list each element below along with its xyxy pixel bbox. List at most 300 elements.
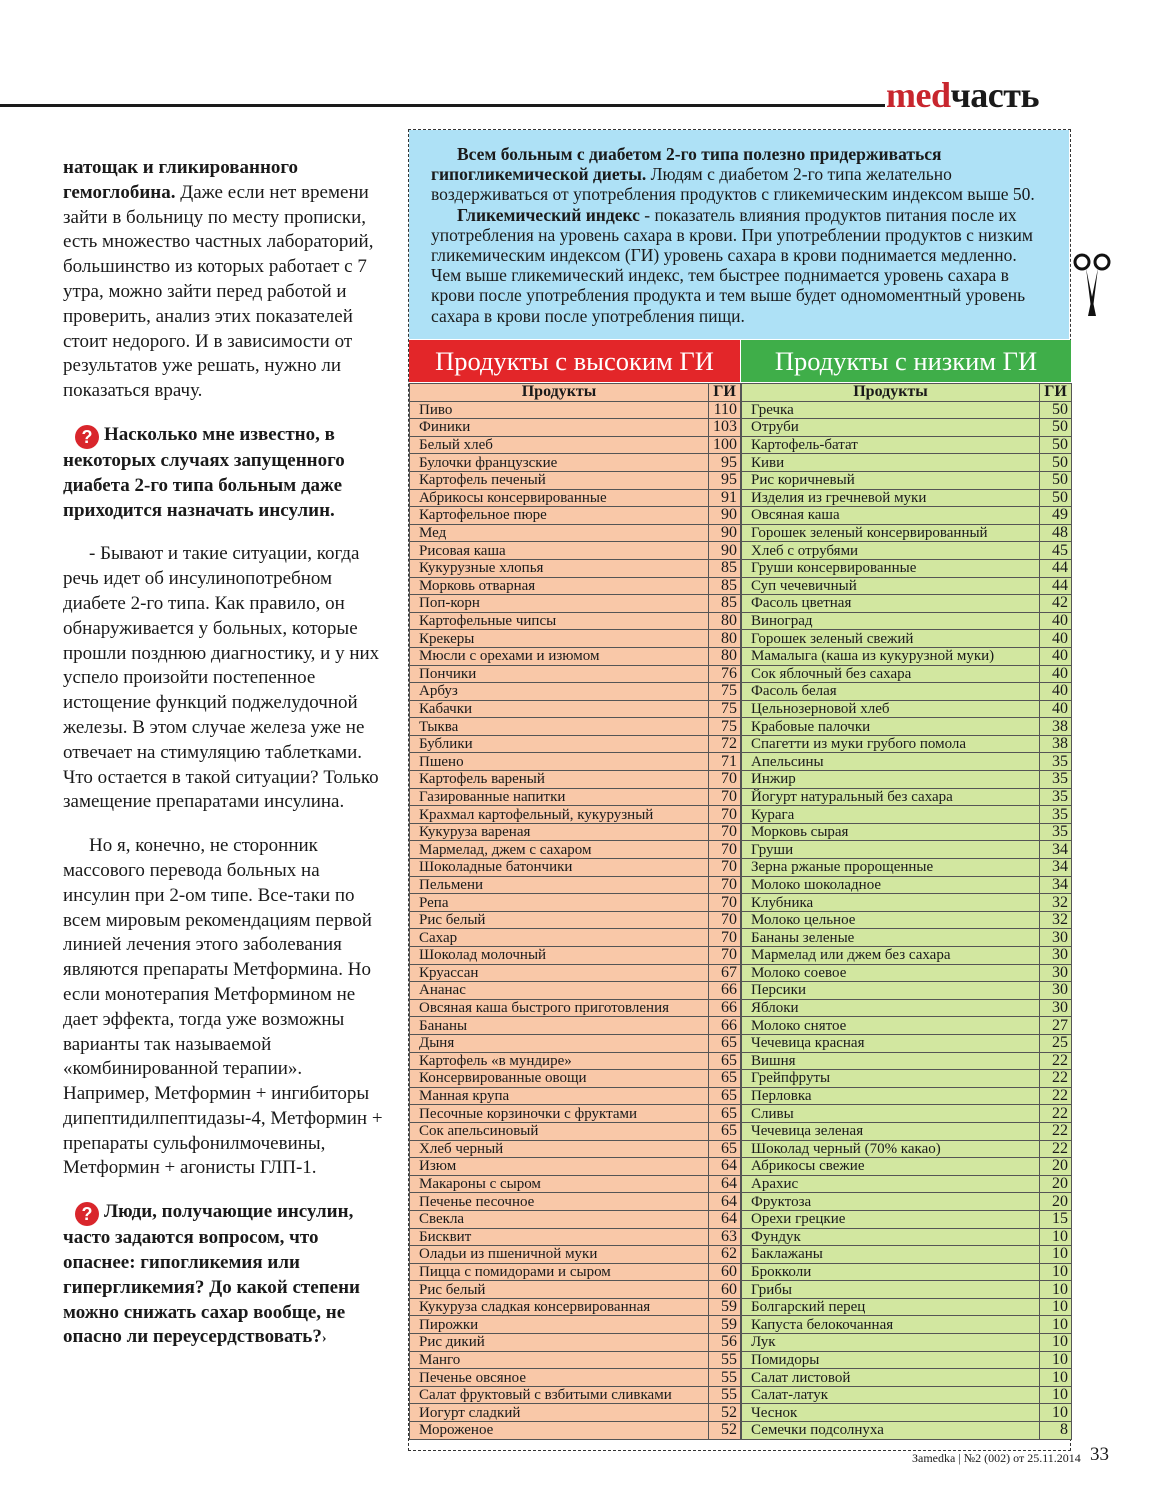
product-name: Картофель-батат	[742, 436, 1040, 454]
gi-value: 64	[709, 1210, 741, 1228]
table-row	[742, 718, 1072, 736]
product-name: Брокколи	[742, 1263, 1040, 1281]
gi-value: 10	[1040, 1246, 1072, 1264]
product-name: Морковь сырая	[742, 823, 1040, 841]
gi-value: 50	[1040, 471, 1072, 489]
gi-value: 66	[709, 982, 741, 1000]
product-name: Арахис	[742, 1175, 1040, 1193]
intro-bold-2: Гликемический индекс	[457, 204, 640, 225]
gi-value: 85	[709, 577, 741, 595]
table-row	[742, 1070, 1072, 1088]
table-row	[410, 1175, 741, 1193]
gi-value: 64	[709, 1175, 741, 1193]
gi-value: 70	[709, 876, 741, 894]
gi-value: 70	[709, 788, 741, 806]
table-row	[410, 559, 741, 577]
gi-value: 85	[709, 595, 741, 613]
table-row	[742, 436, 1072, 454]
gi-value: 85	[709, 559, 741, 577]
gi-value: 95	[709, 471, 741, 489]
product-name: Газированные напитки	[410, 788, 709, 806]
table-row	[742, 1228, 1072, 1246]
product-name: Абрикосы консервированные	[410, 489, 709, 507]
table-row	[410, 700, 741, 718]
table-row	[410, 507, 741, 525]
table-row	[742, 1404, 1072, 1422]
page-number: 33	[1090, 1444, 1109, 1465]
answer-paragraph-1: - Бывают и такие ситуации, когда речь идет об инсулинопотребном диабете 2-го типа. Как правило, он обнаруживается у больных, которые прошли позднюю диагностику, и у них успело произойти постепенное истощение функций поджелудочной железы. В этом случае железа уже не отвечает на стимуляцию таблетками. Что остается в такой ситуации? Только замещение препаратами инсулина.	[63, 543, 380, 813]
product-name: Овсяная каша быстрого приготовления	[410, 999, 709, 1017]
product-name: Персики	[742, 982, 1040, 1000]
gi-value: 65	[709, 1122, 741, 1140]
table-row	[410, 436, 741, 454]
product-name: Пельмени	[410, 876, 709, 894]
high-gi-rows	[410, 401, 741, 1439]
gi-value: 90	[709, 524, 741, 542]
gi-value: 35	[1040, 788, 1072, 806]
gi-value: 30	[1040, 999, 1072, 1017]
product-name: Фасоль цветная	[742, 595, 1040, 613]
table-row	[410, 401, 741, 419]
gi-value: 50	[1040, 454, 1072, 472]
product-name: Крекеры	[410, 630, 709, 648]
product-name: Тыква	[410, 718, 709, 736]
table-row	[410, 683, 741, 701]
table-row	[410, 1334, 741, 1352]
product-name: Изделия из гречневой муки	[742, 489, 1040, 507]
product-name: Фундук	[742, 1228, 1040, 1246]
product-name: Рис коричневый	[742, 471, 1040, 489]
table-row	[410, 1369, 741, 1387]
product-name: Кабачки	[410, 700, 709, 718]
product-name: Отруби	[742, 419, 1040, 437]
table-row	[410, 612, 741, 630]
gi-value: 20	[1040, 1158, 1072, 1176]
product-name: Бананы зеленые	[742, 929, 1040, 947]
table-row	[410, 964, 741, 982]
product-name: Сахар	[410, 929, 709, 947]
table-row	[410, 1193, 741, 1211]
product-name: Семечки подсолнуха	[742, 1422, 1040, 1440]
table-row	[742, 1017, 1072, 1035]
gi-value: 30	[1040, 947, 1072, 965]
gi-value: 44	[1040, 577, 1072, 595]
gi-value: 55	[709, 1369, 741, 1387]
table-row	[410, 1158, 741, 1176]
product-name: Клубника	[742, 894, 1040, 912]
product-name: Мармелад, джем с сахаром	[410, 841, 709, 859]
table-row	[742, 1351, 1072, 1369]
table-row	[410, 595, 741, 613]
table-row	[410, 1105, 741, 1123]
gi-value: 72	[709, 735, 741, 753]
product-name: Булочки французские	[410, 454, 709, 472]
gi-value: 75	[709, 718, 741, 736]
product-name: Помидоры	[742, 1351, 1040, 1369]
product-name: Горошек зеленый консервированный	[742, 524, 1040, 542]
gi-value: 70	[709, 823, 741, 841]
gi-value: 65	[709, 1070, 741, 1088]
table-row	[742, 1386, 1072, 1404]
gi-value: 10	[1040, 1334, 1072, 1352]
table-row	[742, 683, 1072, 701]
low-gi-table	[741, 383, 1072, 1440]
question-mark-icon: ?	[75, 1202, 99, 1226]
product-name: Пшено	[410, 753, 709, 771]
gi-value: 22	[1040, 1105, 1072, 1123]
product-name: Перловка	[742, 1087, 1040, 1105]
table-row	[410, 823, 741, 841]
product-name: Ананас	[410, 982, 709, 1000]
product-name: Сок апельсиновый	[410, 1122, 709, 1140]
product-name: Пицца с помидорами и сыром	[410, 1263, 709, 1281]
product-name: Абрикосы свежие	[742, 1158, 1040, 1176]
table-row	[410, 1070, 741, 1088]
product-name: Цельнозерновой хлеб	[742, 700, 1040, 718]
gi-value: 30	[1040, 964, 1072, 982]
product-name: Мюсли с орехами и изюмом	[410, 647, 709, 665]
gi-value: 10	[1040, 1228, 1072, 1246]
product-name: Молоко соевое	[742, 964, 1040, 982]
gi-value: 90	[709, 507, 741, 525]
table-row	[410, 753, 741, 771]
product-name: Грейпфруты	[742, 1070, 1040, 1088]
gi-value: 55	[709, 1351, 741, 1369]
gi-value: 70	[709, 947, 741, 965]
product-name: Манная крупа	[410, 1087, 709, 1105]
gi-value: 100	[709, 436, 741, 454]
product-name: Салат-латук	[742, 1386, 1040, 1404]
product-name: Арбуз	[410, 683, 709, 701]
product-name: Груши консервированные	[742, 559, 1040, 577]
product-name: Мамалыга (каша из кукурузной муки)	[742, 647, 1040, 665]
intro-paragraph-1	[431, 144, 1051, 205]
table-row	[742, 1369, 1072, 1387]
table-row	[742, 982, 1072, 1000]
gi-value: 32	[1040, 894, 1072, 912]
table-row	[742, 1263, 1072, 1281]
table-row	[410, 788, 741, 806]
product-name: Репа	[410, 894, 709, 912]
product-name: Крабовые палочки	[742, 718, 1040, 736]
gi-value: 59	[709, 1298, 741, 1316]
gi-value: 34	[1040, 859, 1072, 877]
table-row	[742, 911, 1072, 929]
product-name: Дыня	[410, 1034, 709, 1052]
product-name: Кукуруза сладкая консервированная	[410, 1298, 709, 1316]
product-name: Кукуруза вареная	[410, 823, 709, 841]
table-row	[410, 489, 741, 507]
table-row	[742, 1298, 1072, 1316]
table-row	[742, 1281, 1072, 1299]
table-row	[742, 454, 1072, 472]
gi-value: 56	[709, 1334, 741, 1352]
product-name: Печенье овсяное	[410, 1369, 709, 1387]
gi-value: 76	[709, 665, 741, 683]
product-name: Спагетти из муки грубого помола	[742, 735, 1040, 753]
table-row	[742, 735, 1072, 753]
product-name: Макароны с сыром	[410, 1175, 709, 1193]
product-name: Хлеб черный	[410, 1140, 709, 1158]
gi-value: 35	[1040, 823, 1072, 841]
product-name: Крахмал картофельный, кукурузный	[410, 806, 709, 824]
gi-value: 10	[1040, 1298, 1072, 1316]
gi-value: 32	[1040, 911, 1072, 929]
product-name: Картофельные чипсы	[410, 612, 709, 630]
gi-value: 22	[1040, 1087, 1072, 1105]
product-name: Молоко снятое	[742, 1017, 1040, 1035]
gi-value: 65	[709, 1140, 741, 1158]
table-row	[742, 876, 1072, 894]
table-row	[410, 454, 741, 472]
scissors-icon	[1072, 250, 1112, 320]
product-name: Песочные корзиночки с фруктами	[410, 1105, 709, 1123]
product-name: Груши	[742, 841, 1040, 859]
table-row	[410, 542, 741, 560]
paragraph-1-text: Даже если нет времени зайти в больницу по месту прописки, есть множество частных лабораторий, большинство из которых работает с 7 утра, можно зайти перед работой и проверить, анализ этих показателей стоит недорого. И в зависимости от результатов уже решать, нужно ли показаться врачу.	[63, 181, 374, 402]
question-1	[63, 423, 383, 523]
gi-value: 35	[1040, 806, 1072, 824]
table-row	[742, 806, 1072, 824]
table-row	[410, 841, 741, 859]
table-row	[742, 859, 1072, 877]
product-name: Курага	[742, 806, 1040, 824]
table-row	[410, 1422, 741, 1440]
product-name: Фруктоза	[742, 1193, 1040, 1211]
gi-value: 27	[1040, 1017, 1072, 1035]
product-name: Поп-корн	[410, 595, 709, 613]
table-row	[410, 806, 741, 824]
gi-value: 60	[709, 1281, 741, 1299]
product-name: Пончики	[410, 665, 709, 683]
table-row	[410, 665, 741, 683]
gi-value: 22	[1040, 1122, 1072, 1140]
gi-value: 10	[1040, 1316, 1072, 1334]
gi-value: 40	[1040, 612, 1072, 630]
gi-value: 30	[1040, 929, 1072, 947]
product-name: Чечевица красная	[742, 1034, 1040, 1052]
table-row	[410, 471, 741, 489]
table-row	[742, 1422, 1072, 1440]
table-row	[742, 1210, 1072, 1228]
question-2-text: Люди, получающие инсулин, часто задаются вопросом, что опаснее: гипогликемия или гипергликемия? До какой степени можно снижать сахар вообще, не опасно ли переусердствовать?	[63, 1201, 360, 1348]
gi-value: 110	[709, 401, 741, 419]
product-name: Яблоки	[742, 999, 1040, 1017]
table-row	[410, 1298, 741, 1316]
product-name: Свекла	[410, 1210, 709, 1228]
gi-value: 90	[709, 542, 741, 560]
product-name: Бананы	[410, 1017, 709, 1035]
gi-value: 70	[709, 929, 741, 947]
gi-value: 44	[1040, 559, 1072, 577]
table-row	[742, 647, 1072, 665]
gi-value: 10	[1040, 1369, 1072, 1387]
table-row	[410, 1316, 741, 1334]
gi-value: 80	[709, 647, 741, 665]
footer-issue-note: Заmedka | №2 (002) от 25.11.2014	[912, 1451, 1081, 1465]
gi-value: 25	[1040, 1034, 1072, 1052]
table-row	[410, 577, 741, 595]
product-name: Мармелад или джем без сахара	[742, 947, 1040, 965]
gi-value: 70	[709, 894, 741, 912]
gi-value: 22	[1040, 1070, 1072, 1088]
product-name: Шоколад черный (70% какао)	[742, 1140, 1040, 1158]
table-row	[410, 647, 741, 665]
table-row	[742, 1193, 1072, 1211]
table-row	[742, 788, 1072, 806]
table-row	[742, 999, 1072, 1017]
gi-value: 42	[1040, 595, 1072, 613]
section-logo	[886, 74, 1039, 116]
gi-value: 35	[1040, 753, 1072, 771]
gi-value: 10	[1040, 1351, 1072, 1369]
table-row	[410, 1404, 741, 1422]
product-name: Лук	[742, 1334, 1040, 1352]
product-name: Молоко шоколадное	[742, 876, 1040, 894]
table-row	[742, 1140, 1072, 1158]
table-row	[410, 524, 741, 542]
gi-value: 40	[1040, 647, 1072, 665]
question-mark-icon: ?	[75, 425, 99, 449]
gi-value: 10	[1040, 1263, 1072, 1281]
table-row	[410, 1263, 741, 1281]
gi-panel	[408, 129, 1071, 1451]
table-row	[742, 1052, 1072, 1070]
intro-paragraph-2	[431, 205, 1051, 326]
table-row	[410, 876, 741, 894]
table-row	[742, 665, 1072, 683]
product-name: Киви	[742, 454, 1040, 472]
table-row	[742, 595, 1072, 613]
question-1-text: Насколько мне известно, в некоторых случаях запущенного диабета 2-го типа больным даже приходится назначать инсулин.	[63, 423, 345, 521]
table-row	[742, 419, 1072, 437]
product-name: Картофель вареный	[410, 771, 709, 789]
table-row	[742, 471, 1072, 489]
table-row	[410, 982, 741, 1000]
table-row	[742, 524, 1072, 542]
product-name: Чеснок	[742, 1404, 1040, 1422]
gi-value: 52	[709, 1422, 741, 1440]
gi-value: 75	[709, 700, 741, 718]
column-header-product: Продукты	[742, 384, 1040, 402]
table-row	[410, 1228, 741, 1246]
gi-value: 80	[709, 630, 741, 648]
product-name: Картофельное пюре	[410, 507, 709, 525]
table-row	[410, 1052, 741, 1070]
product-name: Мед	[410, 524, 709, 542]
gi-value: 65	[709, 1087, 741, 1105]
product-name: Морковь отварная	[410, 577, 709, 595]
gi-value: 50	[1040, 419, 1072, 437]
table-row	[742, 489, 1072, 507]
gi-value: 65	[709, 1052, 741, 1070]
product-name: Сок яблочный без сахара	[742, 665, 1040, 683]
gi-value: 38	[1040, 718, 1072, 736]
product-name: Болгарский перец	[742, 1298, 1040, 1316]
product-name: Фасоль белая	[742, 683, 1040, 701]
high-gi-title: Продукты с высоким ГИ	[409, 340, 740, 382]
product-name: Йогурт натуральный без сахара	[742, 788, 1040, 806]
product-name: Суп чечевичный	[742, 577, 1040, 595]
intro-text-1: Людям с диабетом 2-го типа желательно воздерживаться от употребления продуктов с гликемическим индексом выше 50.	[431, 164, 1035, 205]
product-name: Картофель «в мундире»	[410, 1052, 709, 1070]
table-row	[410, 1281, 741, 1299]
table-row	[742, 1105, 1072, 1123]
gi-value: 10	[1040, 1281, 1072, 1299]
table-row	[410, 911, 741, 929]
low-gi-title: Продукты с низким ГИ	[741, 340, 1071, 382]
table-row	[410, 1351, 741, 1369]
table-row	[410, 999, 741, 1017]
gi-value: 65	[709, 1034, 741, 1052]
table-row	[742, 1334, 1072, 1352]
product-name: Чечевица зеленая	[742, 1122, 1040, 1140]
product-name: Мороженое	[410, 1422, 709, 1440]
gi-value: 64	[709, 1193, 741, 1211]
table-row	[410, 1087, 741, 1105]
intro-bold-1: Всем больным с диабетом 2-го типа полезно придерживаться гипогликемической диеты.	[431, 144, 942, 185]
gi-value: 38	[1040, 735, 1072, 753]
product-name: Горошек зеленый свежий	[742, 630, 1040, 648]
table-row	[742, 929, 1072, 947]
column-header-gi: ГИ	[1040, 384, 1072, 402]
product-name: Финики	[410, 419, 709, 437]
gi-value: 60	[709, 1263, 741, 1281]
gi-value: 70	[709, 859, 741, 877]
product-name: Картофель печеный	[410, 471, 709, 489]
gi-value: 95	[709, 454, 741, 472]
table-header-row	[742, 384, 1072, 402]
table-row	[742, 771, 1072, 789]
table-row	[742, 507, 1072, 525]
gi-value: 10	[1040, 1404, 1072, 1422]
table-row	[410, 718, 741, 736]
table-row	[742, 1175, 1072, 1193]
product-name: Грибы	[742, 1281, 1040, 1299]
table-row	[742, 823, 1072, 841]
gi-value: 8	[1040, 1422, 1072, 1440]
gi-value: 50	[1040, 401, 1072, 419]
table-row	[742, 559, 1072, 577]
gi-value: 66	[709, 999, 741, 1017]
product-name: Салат фруктовый с взбитыми сливками	[410, 1386, 709, 1404]
table-row	[742, 700, 1072, 718]
gi-value: 55	[709, 1386, 741, 1404]
table-row	[410, 1034, 741, 1052]
table-row	[742, 753, 1072, 771]
table-row	[742, 542, 1072, 560]
product-name: Пирожки	[410, 1316, 709, 1334]
product-name: Оладьи из пшеничной муки	[410, 1246, 709, 1264]
gi-value: 63	[709, 1228, 741, 1246]
gi-value: 70	[709, 911, 741, 929]
gi-value: 20	[1040, 1175, 1072, 1193]
table-row	[742, 1316, 1072, 1334]
product-name: Орехи грецкие	[742, 1210, 1040, 1228]
gi-value: 70	[709, 841, 741, 859]
product-name: Манго	[410, 1351, 709, 1369]
table-row	[410, 419, 741, 437]
header-rule	[0, 104, 885, 107]
product-name: Рис белый	[410, 911, 709, 929]
gi-value: 67	[709, 964, 741, 982]
gi-value: 45	[1040, 542, 1072, 560]
table-row	[410, 947, 741, 965]
high-gi-table	[409, 383, 741, 1440]
table-row	[410, 735, 741, 753]
table-row	[410, 929, 741, 947]
table-row	[742, 1087, 1072, 1105]
